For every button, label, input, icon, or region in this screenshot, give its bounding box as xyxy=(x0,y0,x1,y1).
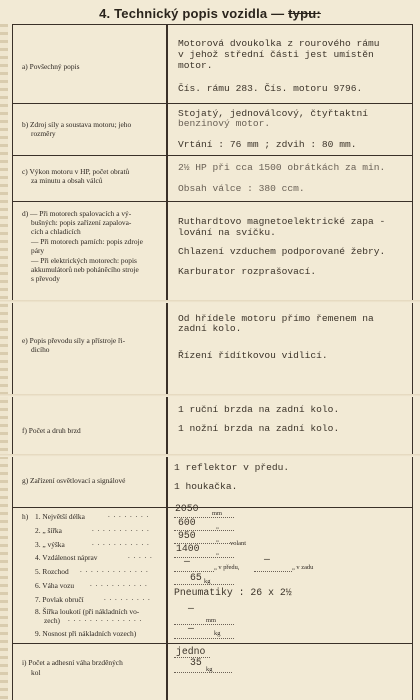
label-e-2: dicího xyxy=(31,345,50,354)
h-value-track-rear: — xyxy=(264,554,270,565)
h-unit-track-front: „ v předu, xyxy=(214,564,240,571)
text-a-2: v jehož střední části jest umístěn xyxy=(178,49,374,60)
fill-line xyxy=(174,638,234,639)
h-value-length: 2050 xyxy=(175,503,199,514)
text-b-3: Vrtání : 76 mm ; zdvih : 80 mm. xyxy=(178,139,357,150)
fill-line xyxy=(174,557,234,558)
h-item-9-label: 9. Nosnost při nákladních vozech) xyxy=(35,629,137,638)
label-d-1: d) — Při motorech spalovacích a vý- xyxy=(22,209,132,218)
leader-dots: . . . . . . . . . . . xyxy=(92,539,150,547)
leader-dots: . . . . . . . . . . . . . xyxy=(80,566,149,574)
text-a-1: Motorová dvoukolka z rourového rámu xyxy=(178,38,380,49)
label-c-1: c) Výkon motoru v HP, počet obratů xyxy=(22,167,130,176)
text-b-1: Stojatý, jednoválcový, čtyřtaktní xyxy=(178,108,368,119)
label-d-2: bušných: popis zařízení zapalova- xyxy=(31,218,132,227)
h-item-2-label: 2. „ šířka xyxy=(35,526,62,535)
text-g-1: 1 reflektor v předu. xyxy=(174,462,290,473)
h-unit-weight: kg xyxy=(204,578,211,585)
label-g: g) Zařízení osvětlovací a signálové xyxy=(22,476,126,485)
i-value-weight: 35 xyxy=(190,657,202,668)
h-item-8-label: 8. Šířka loukotí (při nákladních vo- xyxy=(35,607,140,616)
text-b-2: benzinový motor. xyxy=(178,118,271,129)
h-item-5-label: 5. Rozchod xyxy=(35,567,69,576)
i-unit-weight: kg xyxy=(206,666,213,673)
fill-line xyxy=(254,571,292,572)
binding-edge xyxy=(0,24,8,700)
label-i-1: i) Počet a adhesní váha brzděných xyxy=(22,658,123,667)
h-unit-length: mm xyxy=(212,510,222,517)
h-unit-capacity: kg xyxy=(214,630,221,637)
label-h: h) xyxy=(22,512,29,521)
h-value-wheelbase: 1400 xyxy=(176,543,200,554)
fill-line xyxy=(174,584,234,585)
title-struck: typu: xyxy=(288,6,321,21)
label-d-6: — Při elektrických motorech: popis xyxy=(31,256,137,265)
title-main: 4. Technický popis vozidla — xyxy=(99,6,289,21)
h-value-height: 950 xyxy=(178,530,196,541)
leader-dots: . . . . . . . . . . . . . . xyxy=(68,615,143,623)
i-value-count: jedno xyxy=(176,646,206,657)
h-value-tyres: Pneumatiky : 26 x 2½ xyxy=(174,587,292,598)
leader-dots: . . . . . . . . xyxy=(108,511,150,519)
h-value-felloe: — xyxy=(188,603,194,614)
text-d-4: Karburator rozprašovací. xyxy=(178,266,317,277)
text-f-1: 1 ruční brzda na zadní kolo. xyxy=(178,404,340,415)
h-value-track-front: — xyxy=(184,556,190,567)
fill-line xyxy=(174,624,234,625)
label-d-8: s převody xyxy=(31,274,60,283)
label-d-5: páry xyxy=(31,246,45,255)
text-c-2: Obsah válce : 380 ccm. xyxy=(178,183,305,194)
h-item-6-label: 6. Váha vozu xyxy=(35,581,75,590)
label-b-2: rozměry xyxy=(31,129,56,138)
h-item-4-label: 4. Vzdálenost náprav xyxy=(35,553,98,562)
text-d-2: lování na svíčku. xyxy=(178,227,276,238)
h-unit-track-rear: „ v zadu xyxy=(292,564,314,571)
text-e-2: zadní kolo. xyxy=(178,323,242,334)
label-f: f) Počet a druh brzd xyxy=(22,426,81,435)
h-unit-width: „ xyxy=(216,523,219,530)
text-g-2: 1 houkačka. xyxy=(174,481,238,492)
fill-line xyxy=(174,672,232,673)
h-value-capacity: — xyxy=(188,623,194,634)
label-b-1: b) Zdroj síly a soustava motoru; jeho xyxy=(22,120,132,129)
label-e-1: e) Popis převodu síly a přístroje ři- xyxy=(22,336,126,345)
text-e-3: Řízení řídítkovou vidlicí. xyxy=(178,350,328,361)
h-unit-wheelbase: „ xyxy=(216,549,219,556)
h-unit-height: „ xyxy=(216,536,219,543)
h-item-1-label: 1. Největší délka xyxy=(35,512,85,521)
text-f-2: 1 nožní brzda na zadní kolo. xyxy=(178,423,340,434)
leader-dots: . . . . . . . . . . . xyxy=(90,580,148,588)
h-value-weight: 65 xyxy=(190,572,202,583)
text-a-3: motor. xyxy=(178,60,213,71)
leader-dots: . . . . . . . . . xyxy=(104,594,151,602)
label-c-2: za minutu a obsah válců xyxy=(31,176,103,185)
label-a: a) Povšechný popis xyxy=(22,62,80,71)
text-d-3: Chlazení vzduchem podporované žebry. xyxy=(178,246,386,257)
h-height-note: volant xyxy=(230,540,246,547)
h-item-8-label2: zech) xyxy=(44,616,60,625)
paper-fold xyxy=(0,394,420,397)
text-e-1: Od hřídele motoru přímo řemenem na xyxy=(178,313,374,324)
page-title xyxy=(0,6,420,21)
paper-fold xyxy=(0,300,420,303)
leader-dots: . . . . . . . . . . . xyxy=(92,525,150,533)
label-d-7: akkumulátorů neb poháněcího stroje xyxy=(31,265,139,274)
label-d-4: — Při motorech parních: popis zdroje xyxy=(31,237,143,246)
h-item-3-label: 3. „ výška xyxy=(35,540,65,549)
h-value-width: 600 xyxy=(178,517,196,528)
h-item-7-label: 7. Povlak obručí xyxy=(35,595,84,604)
text-a-4: Čís. rámu 283. Čís. motoru 9796. xyxy=(178,83,363,94)
paper-fold xyxy=(0,454,420,457)
text-d-1: Ruthardtovo magnetoelektrické zapa - xyxy=(178,216,386,227)
h-unit-felloe: mm xyxy=(206,617,216,624)
label-i-2: kol xyxy=(31,668,41,677)
label-d-3: cích a chladicích xyxy=(31,227,81,236)
text-c-1: 2½ HP při cca 1500 obrátkách za min. xyxy=(178,162,386,173)
leader-dots: . . . . . xyxy=(128,552,153,560)
